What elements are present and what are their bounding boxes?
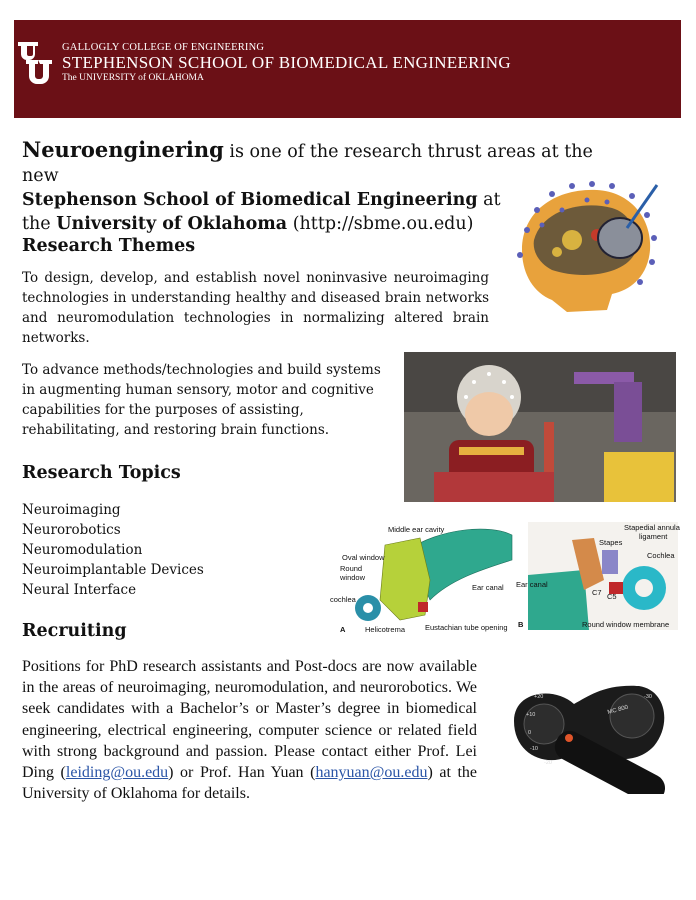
- research-topics-heading: Research Topics: [22, 463, 181, 483]
- neuromodulation-device-image: [504, 676, 674, 794]
- intro-url: (http://sbme.ou.edu): [287, 214, 474, 234]
- device-model-label: MC 800: [606, 704, 629, 716]
- device-scale-label: 0: [528, 730, 532, 736]
- label-ear-canal-a: Ear canal: [472, 583, 504, 592]
- label-c5: C5: [607, 592, 617, 601]
- list-item: Neuromodulation: [22, 542, 143, 558]
- recruiting-text: Positions for PhD research assistants and Post-docs are now available in the areas of neuroimaging, neuromodulation, and neurorobotics. We seek candidates with a Bachelor’s or Master’s degree in biomedical engineering, electrical engineering, computer science or related field with strong background and passion. Please contact either Prof. Lei Ding (leiding@ou.edu) or Prof. Han Yuan (hanyuan@ou.edu) at the University of Oklahoma for details.: [22, 658, 478, 803]
- college-name: GALLOGLY COLLEGE OF ENGINEERING: [62, 42, 265, 53]
- label-c7: C7: [592, 588, 602, 597]
- school-name: STEPHENSON SCHOOL OF BIOMEDICAL ENGINEERING: [62, 53, 511, 72]
- device-scale-label: -20: [544, 760, 552, 766]
- list-item: Neuroimaging: [22, 502, 121, 518]
- email-link-han-yuan[interactable]: hanyuan@ou.edu: [315, 764, 428, 782]
- label-helicotrema: Helicotrema: [365, 625, 406, 634]
- ear-model-figure-a: [330, 520, 520, 635]
- brain-head-model-image: [512, 180, 662, 320]
- intro-school: Stephenson School of Biomedical Engineering: [22, 190, 478, 210]
- label-stapes: Stapes: [599, 538, 623, 547]
- label-ear-canal-b: Ear canal: [516, 580, 548, 589]
- label-cochlea-b: Cochlea: [647, 551, 675, 560]
- intro-keyword: Neuroenginering: [22, 137, 224, 162]
- device-scale-label: -10: [530, 746, 538, 752]
- panel-b-label: B: [518, 620, 524, 629]
- recruiting-heading: Recruiting: [22, 621, 127, 641]
- university-name: The UNIVERSITY of OKLAHOMA: [62, 73, 204, 83]
- label-round-membrane: Round window membrane: [582, 620, 670, 629]
- label-cochlea-a: cochlea: [330, 595, 356, 604]
- label-round: Round: [340, 564, 363, 573]
- label-stapedial2: ligament: [639, 532, 668, 541]
- label-eustachian: Eustachian tube opening: [425, 623, 508, 632]
- list-item: Neural Interface: [22, 582, 137, 598]
- ou-logo-icon: [18, 38, 58, 90]
- list-item: Neuroimplantable Devices: [22, 562, 204, 578]
- panel-a-label: A: [340, 625, 346, 634]
- ear-model-figure-b: [514, 520, 680, 632]
- device-scale-label: +10: [526, 712, 536, 718]
- label-oval-window: Oval window: [342, 553, 385, 562]
- research-themes-para2: To advance methods/technologies and build systems in augmenting human sensory, motor and cognitive capabilities for the purposes of assisting, rehabilitating, and restoring brain functions.: [22, 362, 381, 438]
- list-item: Neurorobotics: [22, 522, 121, 538]
- label-stapedial1: Stapedial annula: [624, 523, 680, 532]
- intro-university: University of Oklahoma: [56, 214, 288, 234]
- device-scale-label: +20: [534, 694, 544, 700]
- label-middle-ear: Middle ear cavity: [388, 525, 445, 534]
- research-topics-list: [22, 500, 204, 600]
- research-themes-para1: To design, develop, and establish novel noninvasive neuroimaging technologies in understanding healthy and diseased brain networks and neuromodulation technologies in normalizing altered brain networks.: [22, 270, 489, 346]
- intro-text: Neuroenginering is one of the research thrust areas at the new Stephenson School of Biomedical Engineering at the University of Oklahoma (http://sbme.ou.edu): [22, 137, 593, 234]
- email-link-lei-ding[interactable]: leiding@ou.edu: [65, 764, 169, 782]
- device-scale-label: -30: [644, 694, 652, 700]
- child-eeg-cap-photo: [404, 352, 676, 502]
- label-window: window: [340, 573, 366, 582]
- research-themes-heading: Research Themes: [22, 236, 196, 256]
